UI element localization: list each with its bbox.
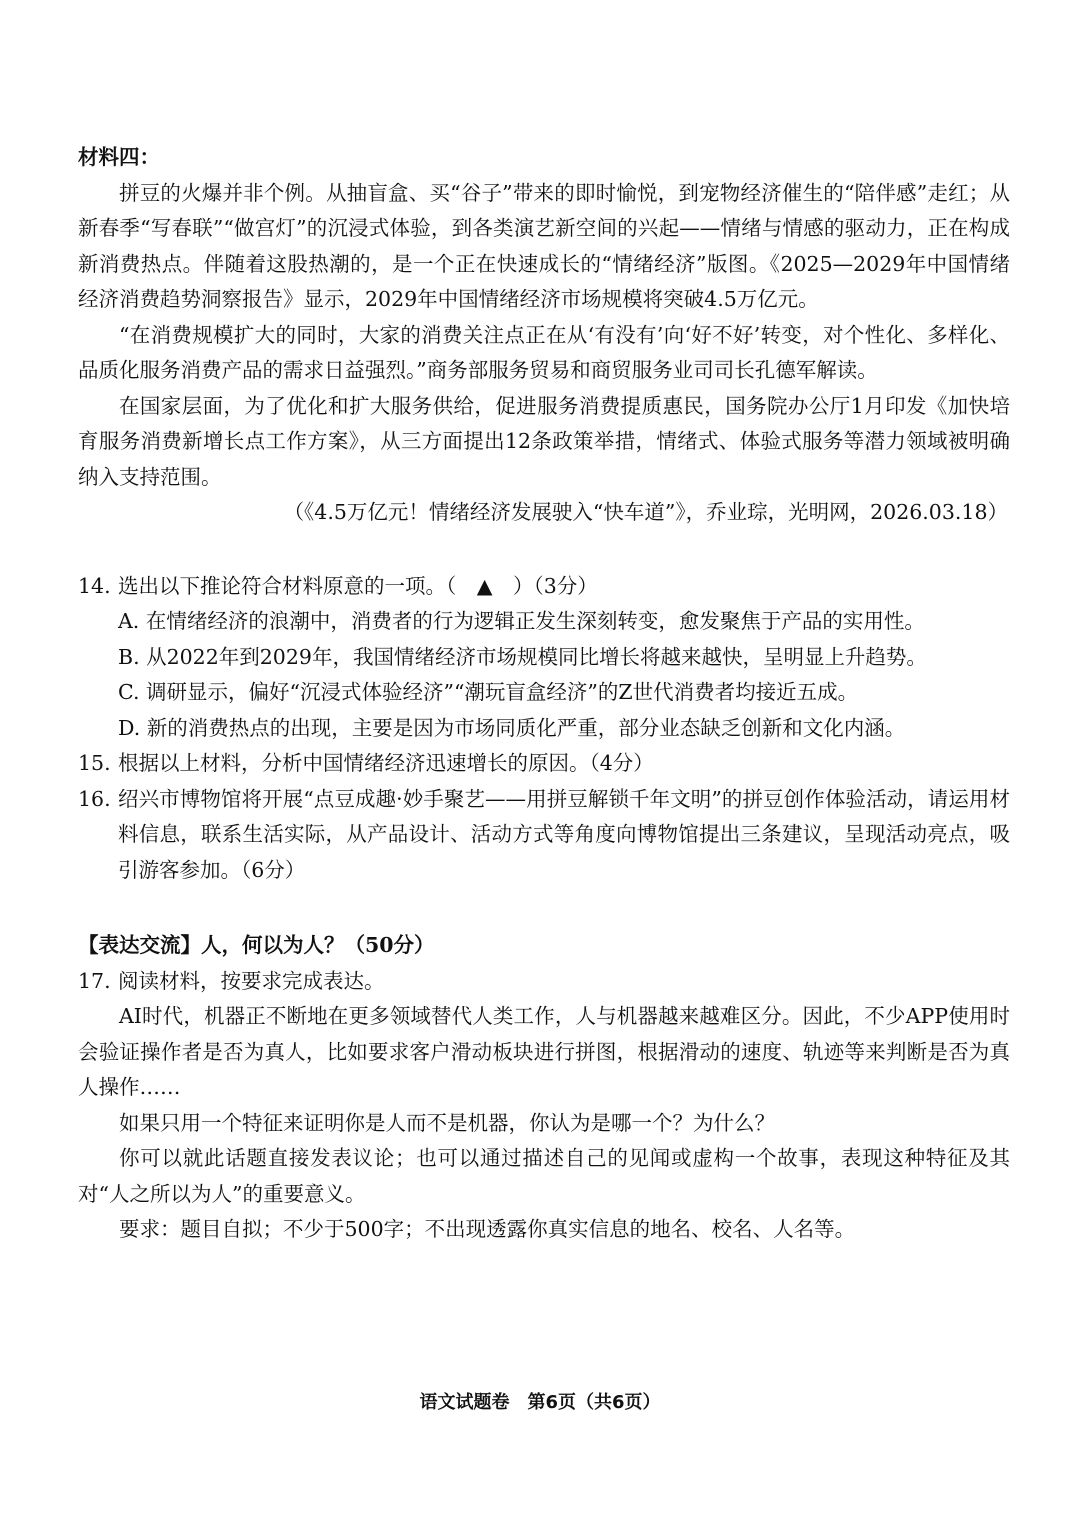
page-footer: 语文试题卷 第6页（共6页） — [419, 1392, 661, 1413]
question-14 — [78, 569, 1010, 605]
question-17 — [78, 964, 1010, 1000]
question-text: 选出以下推论符合材料原意的一项。（ ▲ ）（3分） — [118, 573, 598, 598]
option-a: A. 在情绪经济的浪潮中，消费者的行为逻辑正发生深刻转变，愈发聚焦于产品的实用性。 — [118, 609, 925, 633]
question-16 — [78, 782, 1010, 889]
question-text: 根据以上材料，分析中国情绪经济迅速增长的原因。（4分） — [118, 751, 654, 775]
question-number: 16. — [78, 786, 111, 811]
option-d: D. 新的消费热点的出现，主要是因为市场同质化严重，部分业态缺乏创新和文化内涵。 — [118, 715, 906, 740]
section-title: 【表达交流】人，何以为人？（50分） — [78, 933, 435, 957]
prompt-paragraph: 你可以就此话题直接发表议论；也可以通过描述自己的见闻或虚构一个故事，表现这种特征及其对“人之所以为人”的重要意义。 — [78, 1146, 1010, 1206]
option-c: C. 调研显示，偏好“沉浸式体验经济”“潮玩盲盒经济”的Z世代消费者均接近五成。 — [118, 680, 859, 704]
requirements-paragraph: 要求：题目自拟；不少于500字；不出现透露你真实信息的地名、校名、人名等。 — [119, 1217, 856, 1241]
question-number: 17. — [78, 968, 111, 993]
material-paragraph: “在消费规模扩大的同时，大家的消费关注点正在从‘有没有’向‘好不好’转变，对个性化、多样化、品质化服务消费产品的需求日益强烈。”商务部服务贸易和商贸服务业司司长孔德军解读。 — [78, 322, 1010, 382]
question-number: 15. — [78, 751, 111, 775]
spacer — [78, 531, 1010, 569]
question-number: 14. — [78, 573, 111, 598]
prompt-paragraph: 如果只用一个特征来证明你是人而不是机器，你认为是哪一个？为什么？ — [119, 1110, 775, 1135]
material-paragraph: 在国家层面，为了优化和扩大服务供给，促进服务消费提质惠民，国务院办公厅1月印发《加快培育服务消费新增长点工作方案》，从三方面提出12条政策举措，情绪式、体验式服务等潜力领域被明确纳入支持范围。 — [78, 393, 1010, 489]
question-15 — [78, 746, 1010, 782]
option-b: B. 从2022年到2029年，我国情绪经济市场规模同比增长将越来越快，呈明显上升趋势。 — [118, 644, 927, 669]
material-paragraph: 拼豆的火爆并非个例。从抽盲盒、买“谷子”带来的即时愉悦，到宠物经济催生的“陪伴感”走红；从新春季“写春联”“做宫灯”的沉浸式体验，到各类演艺新空间的兴起——情绪与情感的驱动力，正在构成新消费热点。伴随着这股热潮的，是一个正在快速成长的“情绪经济”版图。《2025—2029年中国情绪经济消费趋势洞察报告》显示，2029年中国情绪经济市场规模将突破4.5万亿元。 — [78, 180, 1010, 311]
material-heading: 材料四： — [78, 145, 160, 169]
spacer — [78, 888, 1010, 928]
question-text: 阅读材料，按要求完成表达。 — [118, 968, 385, 993]
prompt-paragraph: AI时代，机器正不断地在更多领域替代人类工作，人与机器越来越难区分。因此，不少APP使用时会验证操作者是否为真人，比如要求客户滑动板块进行拼图，根据滑动的速度、轨迹等来判断是否为真人操作…… — [78, 1004, 1010, 1099]
page-content — [78, 140, 1010, 1248]
question-text: 绍兴市博物馆将开展“点豆成趣·妙手聚艺——用拼豆解锁千年文明”的拼豆创作体验活动，请运用材料信息，联系生活实际，从产品设计、活动方式等角度向博物馆提出三条建议，呈现活动亮点，吸引游客参加。（6分） — [118, 786, 1010, 882]
material-source: （《4.5万亿元！情绪经济发展驶入“快车道”》，乔业琮，光明网，2026.03.18） — [283, 500, 1008, 524]
